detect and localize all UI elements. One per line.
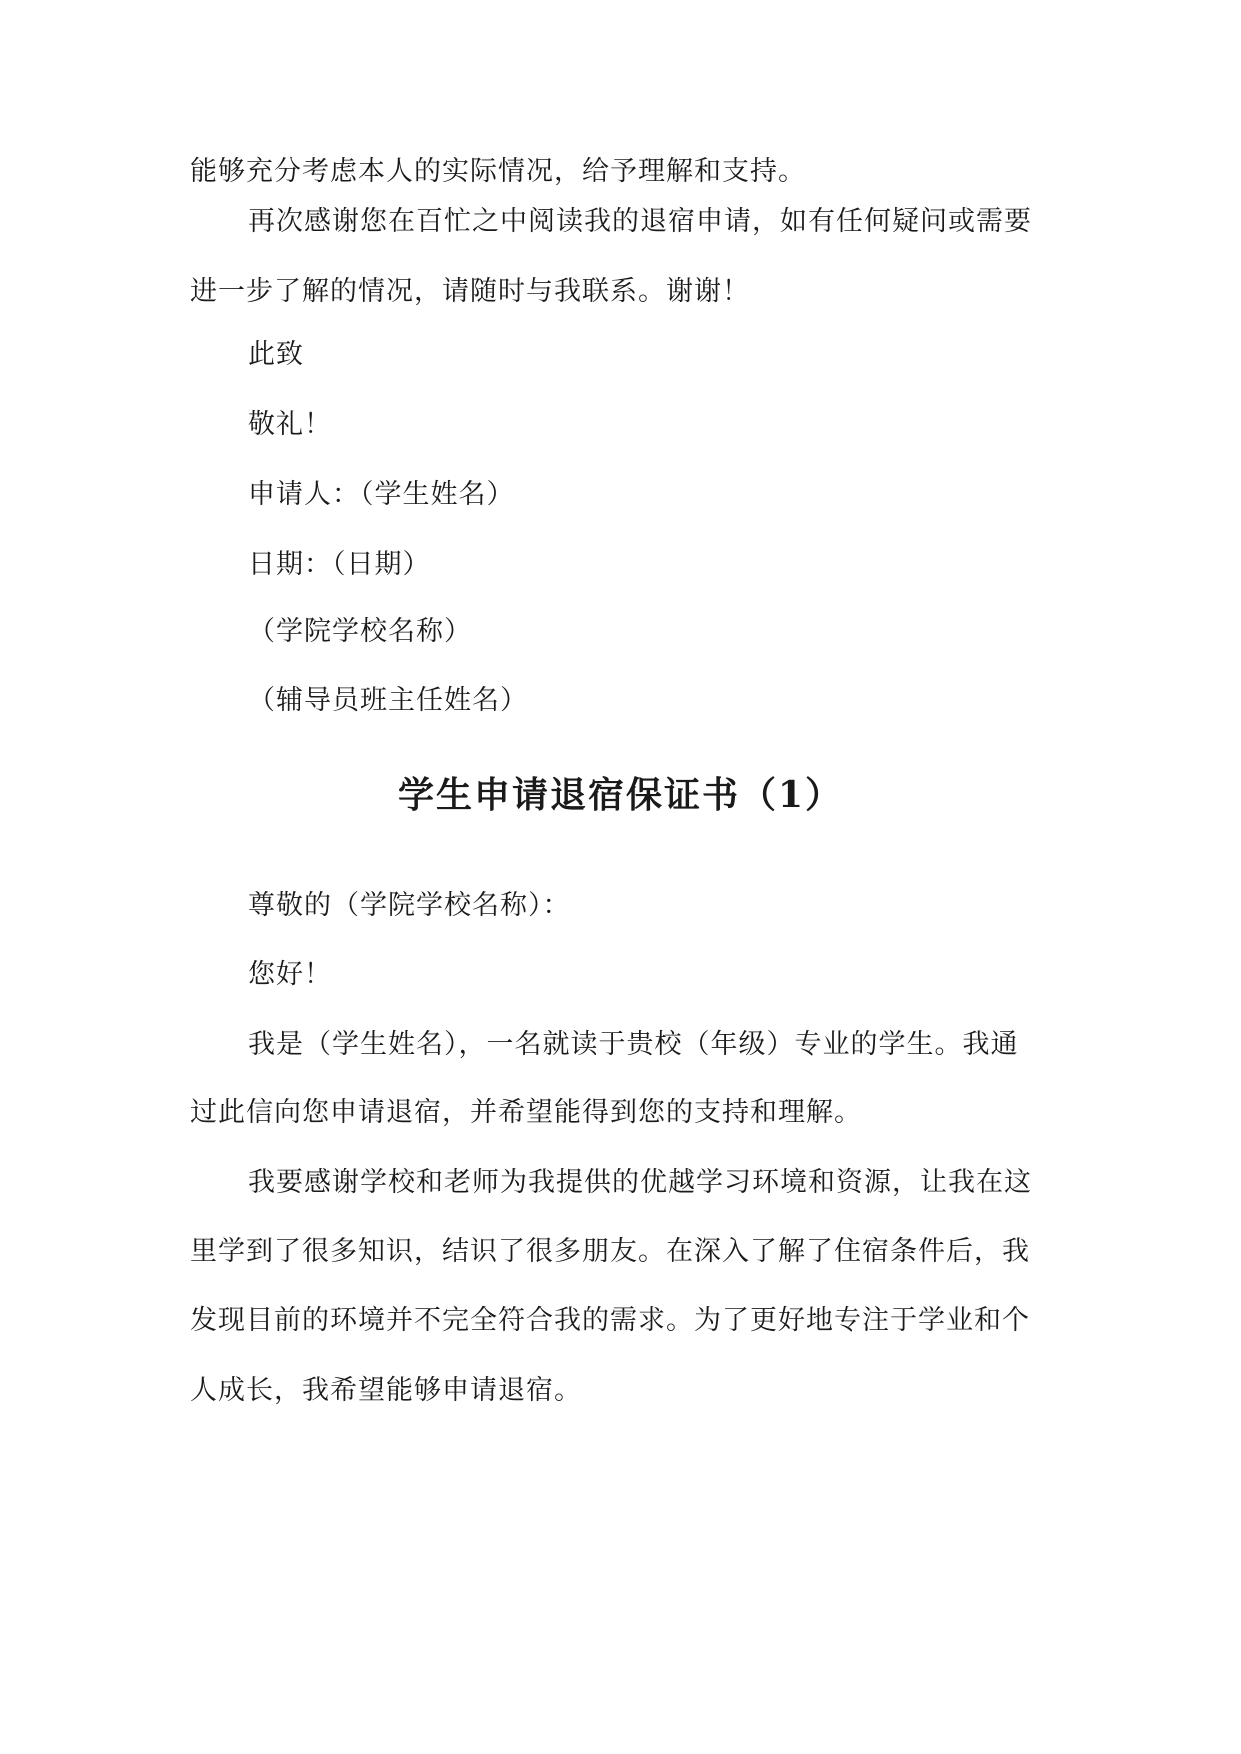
paragraph-line: 再次感谢您在百忙之中阅读我的退宿申请，如有任何疑问或需要 <box>248 206 1032 237</box>
school-name-line: （学院学校名称） <box>248 616 472 647</box>
paragraph-line: 我是（学生姓名），一名就读于贵校（年级）专业的学生。我通 <box>248 1029 1019 1060</box>
applicant-line: 申请人：（学生姓名） <box>248 479 515 510</box>
closing-regards: 敬礼！ <box>248 409 332 440</box>
paragraph-line: 发现目前的环境并不完全符合我的需求。为了更好地专注于学业和个 <box>190 1305 1030 1336</box>
paragraph-line: 人成长，我希望能够申请退宿。 <box>190 1375 582 1406</box>
date-line: 日期：（日期） <box>248 549 431 580</box>
counselor-name-line: （辅导员班主任姓名） <box>248 685 528 716</box>
paragraph-line: 能够充分考虑本人的实际情况，给予理解和支持。 <box>190 156 806 187</box>
paragraph-line: 过此信向您申请退宿，并希望能得到您的支持和理解。 <box>190 1097 862 1128</box>
closing-salutation: 此致 <box>248 339 304 370</box>
greeting-line: 您好！ <box>248 959 332 990</box>
document-title: 学生申请退宿保证书（1） <box>397 774 844 816</box>
paragraph-line: 进一步了解的情况，请随时与我联系。谢谢！ <box>190 276 750 307</box>
paragraph-line: 里学到了很多知识，结识了很多朋友。在深入了解了住宿条件后，我 <box>190 1236 1030 1267</box>
paragraph-line: 我要感谢学校和老师为我提供的优越学习环境和资源，让我在这 <box>248 1167 1032 1198</box>
addressee-line: 尊敬的（学院学校名称）： <box>248 890 571 921</box>
